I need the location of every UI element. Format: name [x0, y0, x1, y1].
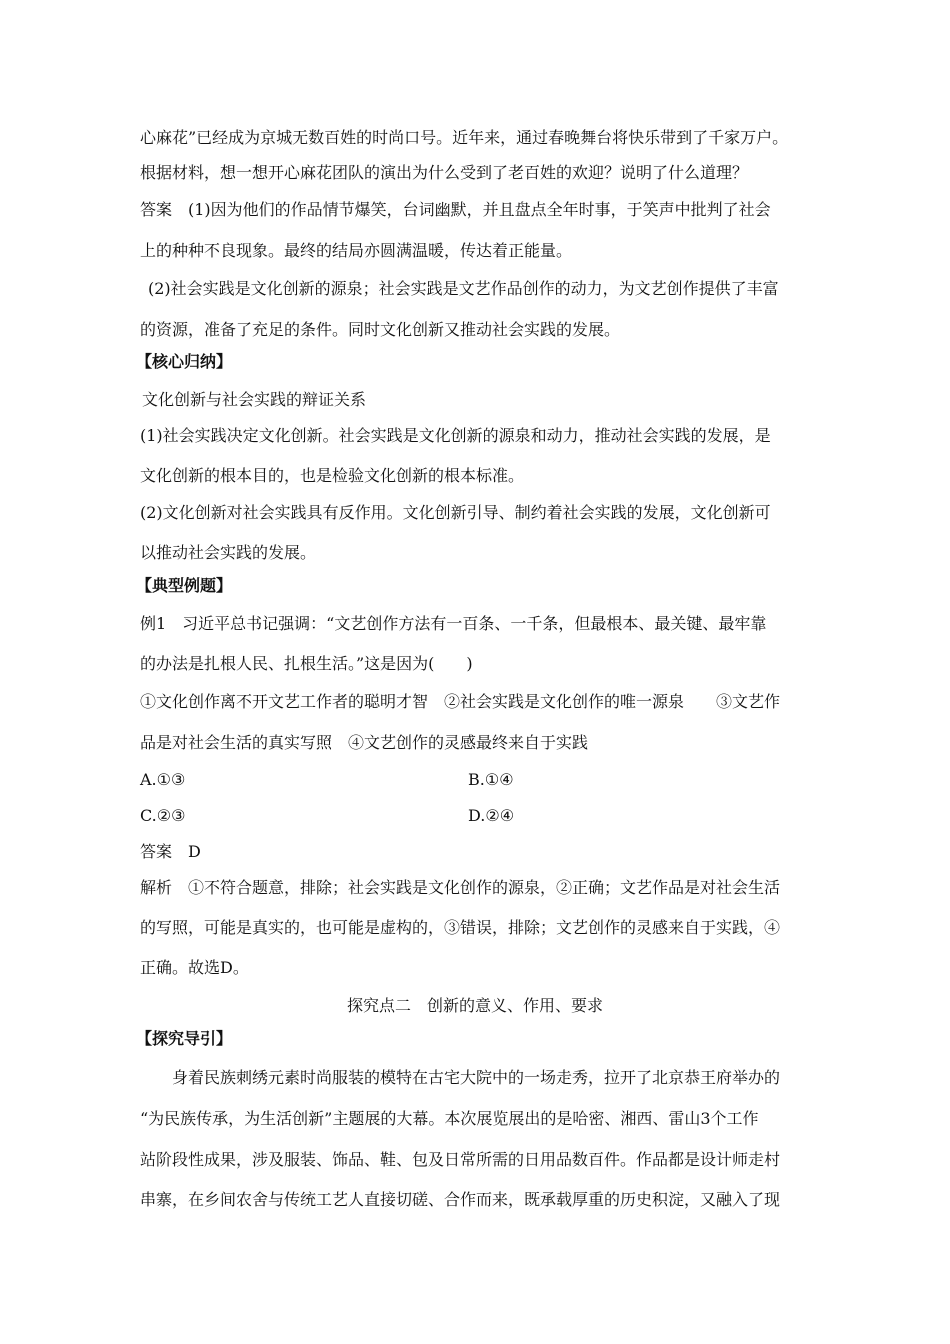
- section-paragraph-line: 站阶段性成果，涉及服装、饰品、鞋、包及日常所需的日用品数百件。作品都是设计师走村: [140, 1150, 781, 1169]
- example-items-line: 品是对社会生活的真实写照 ④文艺创作的灵感最终来自于实践: [140, 733, 589, 752]
- example-answer: 答案 D: [140, 842, 201, 861]
- core-paragraph-line: 文化创新的根本目的，也是检验文化创新的根本标准。: [140, 466, 525, 485]
- core-heading: 【核心归纳】: [136, 352, 233, 371]
- section-title: 探究点二 创新的意义、作用、要求: [346, 996, 603, 1015]
- option-b: B.①④: [468, 770, 514, 789]
- example-heading: 【典型例题】: [136, 576, 233, 595]
- intro-answer-line: (2)社会实践是文化创新的源泉；社会实践是文艺作品创作的动力，为文艺创作提供了丰富: [148, 279, 779, 298]
- option-d: D.②④: [468, 806, 515, 825]
- section-paragraph-line: 身着民族刺绣元素时尚服装的模特在古宅大院中的一场走秀，拉开了北京恭王府举办的: [172, 1068, 781, 1087]
- intro-answer-line: 上的种种不良现象。最终的结局亦圆满温暖，传达着正能量。: [140, 241, 573, 260]
- core-paragraph-line: 以推动社会实践的发展。: [140, 543, 317, 562]
- section-heading: 【探究导引】: [136, 1029, 233, 1048]
- intro-answer-line: 答案 (1)因为他们的作品情节爆笑，台词幽默，并且盘点全年时事，于笑声中批判了社会: [140, 200, 771, 219]
- option-c: C.②③: [140, 806, 186, 825]
- example-stem-line: 的办法是扎根人民、扎根生活。”这是因为( ): [140, 654, 473, 673]
- option-a: A.①③: [140, 770, 186, 789]
- example-analysis-line: 解析 ①不符合题意，排除；社会实践是文化创作的源泉，②正确；文艺作品是对社会生活: [140, 878, 781, 897]
- example-items-line: ①文化创作离不开文艺工作者的聪明才智 ②社会实践是文化创作的唯一源泉 ③文艺作: [140, 692, 781, 711]
- core-paragraph-line: (2)文化创新对社会实践具有反作用。文化创新引导、制约着社会实践的发展，文化创新可: [140, 503, 771, 522]
- section-paragraph-line: 串寨，在乡间农舍与传统工艺人直接切磋、合作而来，既承载厚重的历史积淀，又融入了现: [140, 1190, 781, 1209]
- core-title: 文化创新与社会实践的辩证关系: [142, 390, 367, 409]
- intro-question: 根据材料，想一想开心麻花团队的演出为什么受到了老百姓的欢迎？说明了什么道理？: [140, 163, 749, 182]
- example-analysis-line: 正确。故选D。: [140, 958, 249, 977]
- core-paragraph-line: (1)社会实践决定文化创新。社会实践是文化创新的源泉和动力，推动社会实践的发展，是: [140, 426, 771, 445]
- section-paragraph-line: “为民族传承，为生活创新”主题展的大幕。本次展览展出的是哈密、湘西、雷山3个工作: [140, 1109, 759, 1128]
- intro-line: 心麻花”已经成为京城无数百姓的时尚口号。近年来，通过春晚舞台将快乐带到了千家万户。: [140, 128, 789, 147]
- example-analysis-line: 的写照，可能是真实的，也可能是虚构的，③错误，排除；文艺创作的灵感来自于实践，④: [140, 918, 781, 937]
- example-stem-line: 例1 习近平总书记强调：“文艺创作方法有一百条、一千条，但最根本、最关键、最牢靠: [140, 614, 767, 633]
- intro-answer-line: 的资源，准备了充足的条件。同时文化创新又推动社会实践的发展。: [140, 320, 621, 339]
